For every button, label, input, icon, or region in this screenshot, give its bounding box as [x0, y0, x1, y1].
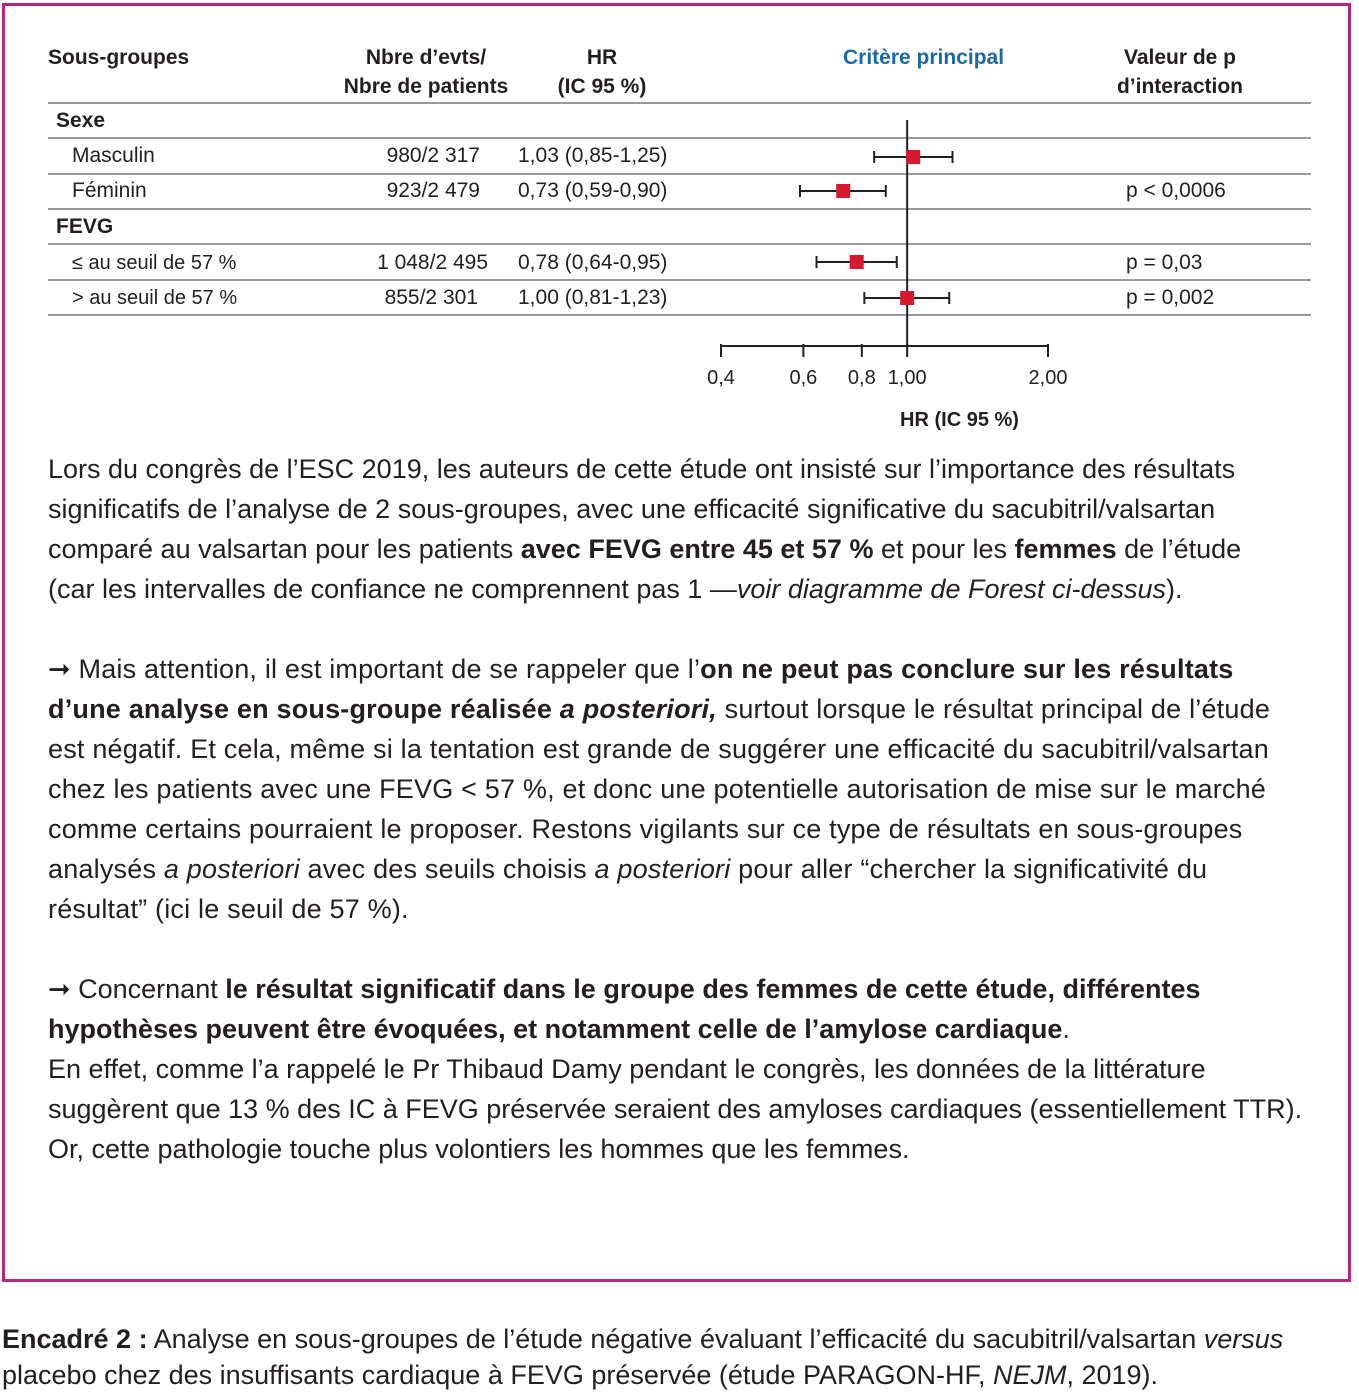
text-run: NEJM [992, 1360, 1067, 1390]
text-run: le résultat significatif dans le groupe des femmes de cette étude, différentes hypothèses peuvent être évoquées, et notamment celle de l’amylose cardiaque [48, 974, 1201, 1044]
hr-point-marker [850, 255, 864, 269]
text-run: femmes [1014, 534, 1117, 564]
row-pvalue: p = 0,03 [1126, 251, 1203, 274]
text-run: Analyse en sous-groupes de l’étude négative évaluant l’efficacité du sacubitril/valsartan [147, 1324, 1204, 1354]
header-subgroups: Sous-groupes [48, 46, 190, 69]
paragraph-esc-2019 [48, 449, 1278, 609]
hr-point-marker [836, 184, 850, 198]
paragraph-attention [48, 649, 1308, 929]
text-run: a posteriori, [559, 694, 717, 724]
x-tick-label: 1,00 [887, 367, 927, 389]
text-run: avec FEVG entre 45 et 57 % [520, 534, 874, 564]
text-run: pour aller “chercher la significativité du résultat” (ici le seuil de 57 %). [48, 854, 1208, 924]
text-run: ). [1166, 574, 1183, 604]
text-run: Encadré 2 : [2, 1324, 148, 1354]
header-hr-line1: HR [586, 46, 618, 69]
row-hr: 0,73 (0,59-0,90) [518, 179, 668, 202]
forest-plot [700, 110, 1120, 440]
text-run: surtout lorsque le résultat principal de l’étude est négatif. Et cela, même si la tentation est grande de suggérer une efficacité du sacubitril/valsartan chez les patients avec une FEVG < 57 %, et donc une potentielle autorisation de mise sur le marché comme certains pourraient le proposer. Restons vigilants sur ce type de résultats en sous-groupes analysés [48, 694, 1271, 884]
row-label: Féminin [72, 179, 147, 202]
row-hr: 1,03 (0,85-1,25) [518, 144, 668, 167]
x-tick-label: 0,6 [789, 367, 818, 389]
text-run: voir diagramme de Forest ci-dessus [736, 574, 1167, 604]
row-pvalue: p = 0,002 [1126, 286, 1215, 309]
row-events: 980/2 317 [386, 144, 480, 167]
text-run: . [1062, 1014, 1070, 1044]
figure-caption [2, 1321, 1357, 1393]
text-run: , 2019). [1066, 1360, 1159, 1390]
text-run: ➞ Concernant [48, 974, 226, 1004]
row-divider [48, 314, 1311, 316]
text-run: a posteriori [163, 854, 300, 884]
text-run: placebo chez des insuffisants cardiaque à FEVG préservée (étude PARAGON-HF, [2, 1360, 993, 1390]
text-run: ➞ Mais attention, il est important de se rappeler que l’ [48, 654, 701, 684]
row-events: 923/2 479 [386, 179, 480, 202]
header-hr [532, 43, 672, 101]
header-pvalue-line2: d’interaction [1116, 75, 1243, 98]
forest-marks [800, 150, 953, 305]
row-divider [48, 102, 1311, 104]
row-label: > au seuil de 57 % [72, 287, 238, 309]
header-events-line1: Nbre d’evts/ [365, 46, 487, 69]
header-events-line2: Nbre de patients [343, 75, 509, 98]
group-label-sexe: Sexe [56, 109, 106, 132]
row-divider [48, 208, 1311, 210]
text-run: versus [1203, 1324, 1284, 1354]
hr-point-marker [900, 291, 914, 305]
group-label-fevg: FEVG [56, 215, 114, 238]
row-events: 1 048/2 495 [377, 251, 488, 274]
row-events: 855/2 301 [384, 286, 478, 309]
row-divider [48, 243, 1311, 245]
paragraph-amylose [48, 1049, 1323, 1169]
text-run: Lors du congrès de l’ESC 2019, les auteurs de cette étude ont insisté sur l’importance des résultats significatifs de l’analyse de 2 sous-groupes, avec une efficacité significative du sacubitril/valsartan comparé au valsartan pour les patients [48, 454, 1236, 564]
forest-axis [707, 120, 1067, 431]
text-run: et pour les [873, 534, 1015, 564]
text-run: on ne peut pas conclure sur les résultats d’une analyse en sous-groupe réalisée [48, 654, 1234, 724]
row-label: ≤ au seuil de 57 % [72, 252, 237, 274]
header-pvalue-line1: Valeur de p [1123, 46, 1237, 69]
text-run: de l’étude (car les intervalles de confiance ne comprennent pas 1 — [48, 534, 1242, 604]
header-primary: Critère principal [843, 46, 1005, 69]
x-axis-label: HR (IC 95 %) [900, 409, 1019, 431]
paragraph-femmes [48, 969, 1318, 1049]
text-run: avec des seuils choisis [299, 854, 595, 884]
body-text [48, 449, 1328, 1169]
row-hr: 0,78 (0,64-0,95) [518, 251, 668, 274]
x-tick-label: 0,8 [847, 367, 876, 389]
row-divider [48, 137, 1311, 139]
row-divider [48, 173, 1311, 175]
hr-point-marker [906, 150, 920, 164]
header-events [316, 43, 536, 101]
row-hr: 1,00 (0,81-1,23) [518, 286, 668, 309]
header-pvalue [1090, 43, 1270, 101]
row-pvalue: p < 0,0006 [1126, 179, 1226, 202]
row-divider [48, 279, 1311, 281]
text-run: En effet, comme l’a rappelé le Pr Thibaud Damy pendant le congrès, les données de la littérature suggèrent que 13 % des IC à FEVG préservée seraient des amyloses cardiaques (essentiellement TTR). Or, cette pathologie touche plus volontiers les hommes que les femmes. [48, 1054, 1303, 1164]
x-tick-label: 0,4 [707, 367, 735, 389]
text-run: a posteriori [594, 854, 731, 884]
header-hr-line2: (IC 95 %) [557, 75, 647, 98]
row-label: Masculin [72, 144, 155, 167]
x-tick-label: 2,00 [1028, 367, 1068, 389]
